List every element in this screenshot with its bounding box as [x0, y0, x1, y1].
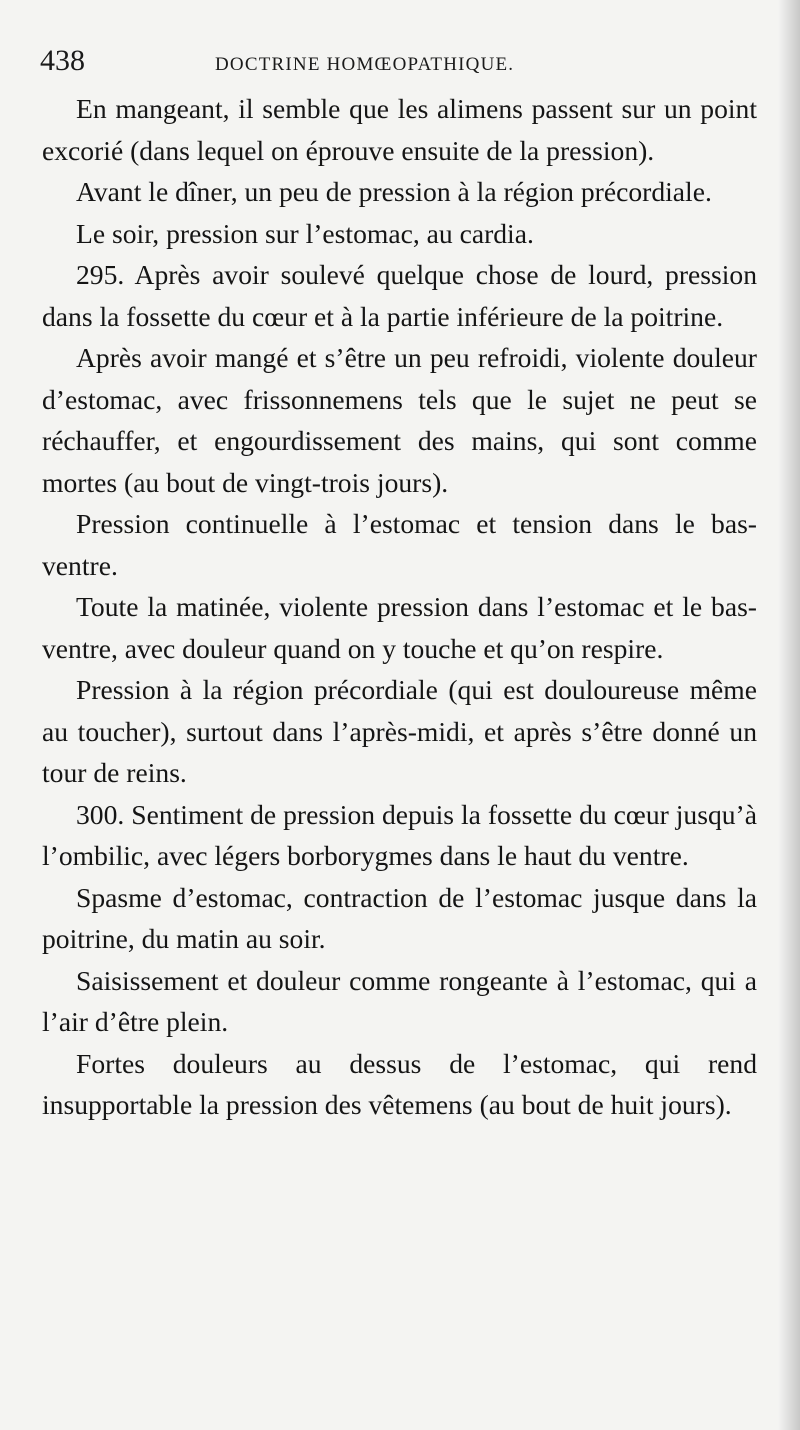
paragraph: Le soir, pression sur l’estomac, au cardia.: [76, 217, 534, 249]
paragraph: 295. Après avoir soulevé quelque chose de lourd, pression dans la fossette du cœur et à la partie inférieure de la poitrine.: [42, 259, 757, 332]
paragraph: Après avoir mangé et s’être un peu refroidi, violente douleur d’estomac, avec frissonnemens tels que le sujet ne peut se réchauffer, et engourdissement des mains, qui sont comme mortes (au bout de vingt-trois jours).: [42, 342, 757, 498]
paragraph: Pression à la région précordiale (qui est douloureuse même au toucher), surtout dans l’après-midi, et après s’être donné un tour de reins.: [42, 674, 757, 788]
paragraph: Saisissement et douleur comme rongeante à l’estomac, qui a l’air d’être plein.: [42, 964, 757, 1037]
paragraph: Pression continuelle à l’estomac et tension dans le bas-ventre.: [42, 508, 757, 581]
page-header: [40, 44, 760, 84]
paragraph: Spasme d’estomac, contraction de l’estomac jusque dans la poitrine, du matin au soir.: [42, 881, 757, 954]
body-text: [42, 88, 757, 1126]
page-number: 438: [40, 44, 85, 77]
paragraph: Avant le dîner, un peu de pression à la région précordiale.: [76, 176, 712, 207]
running-title: DOCTRINE HOMŒOPATHIQUE.: [215, 54, 515, 75]
paragraph: Toute la matinée, violente pression dans l’estomac et le bas-ventre, avec douleur quand on y touche et qu’on respire.: [42, 591, 757, 664]
paragraph: En mangeant, il semble que les alimens passent sur un point excorié (dans lequel on éprouve ensuite de la pression).: [42, 93, 757, 166]
paragraph: Fortes douleurs au dessus de l’estomac, qui rend insupportable la pression des vêtemens (au bout de huit jours).: [42, 1047, 757, 1120]
paragraph: 300. Sentiment de pression depuis la fossette du cœur jusqu’à l’ombilic, avec légers borborygmes dans le haut du ventre.: [42, 798, 757, 871]
